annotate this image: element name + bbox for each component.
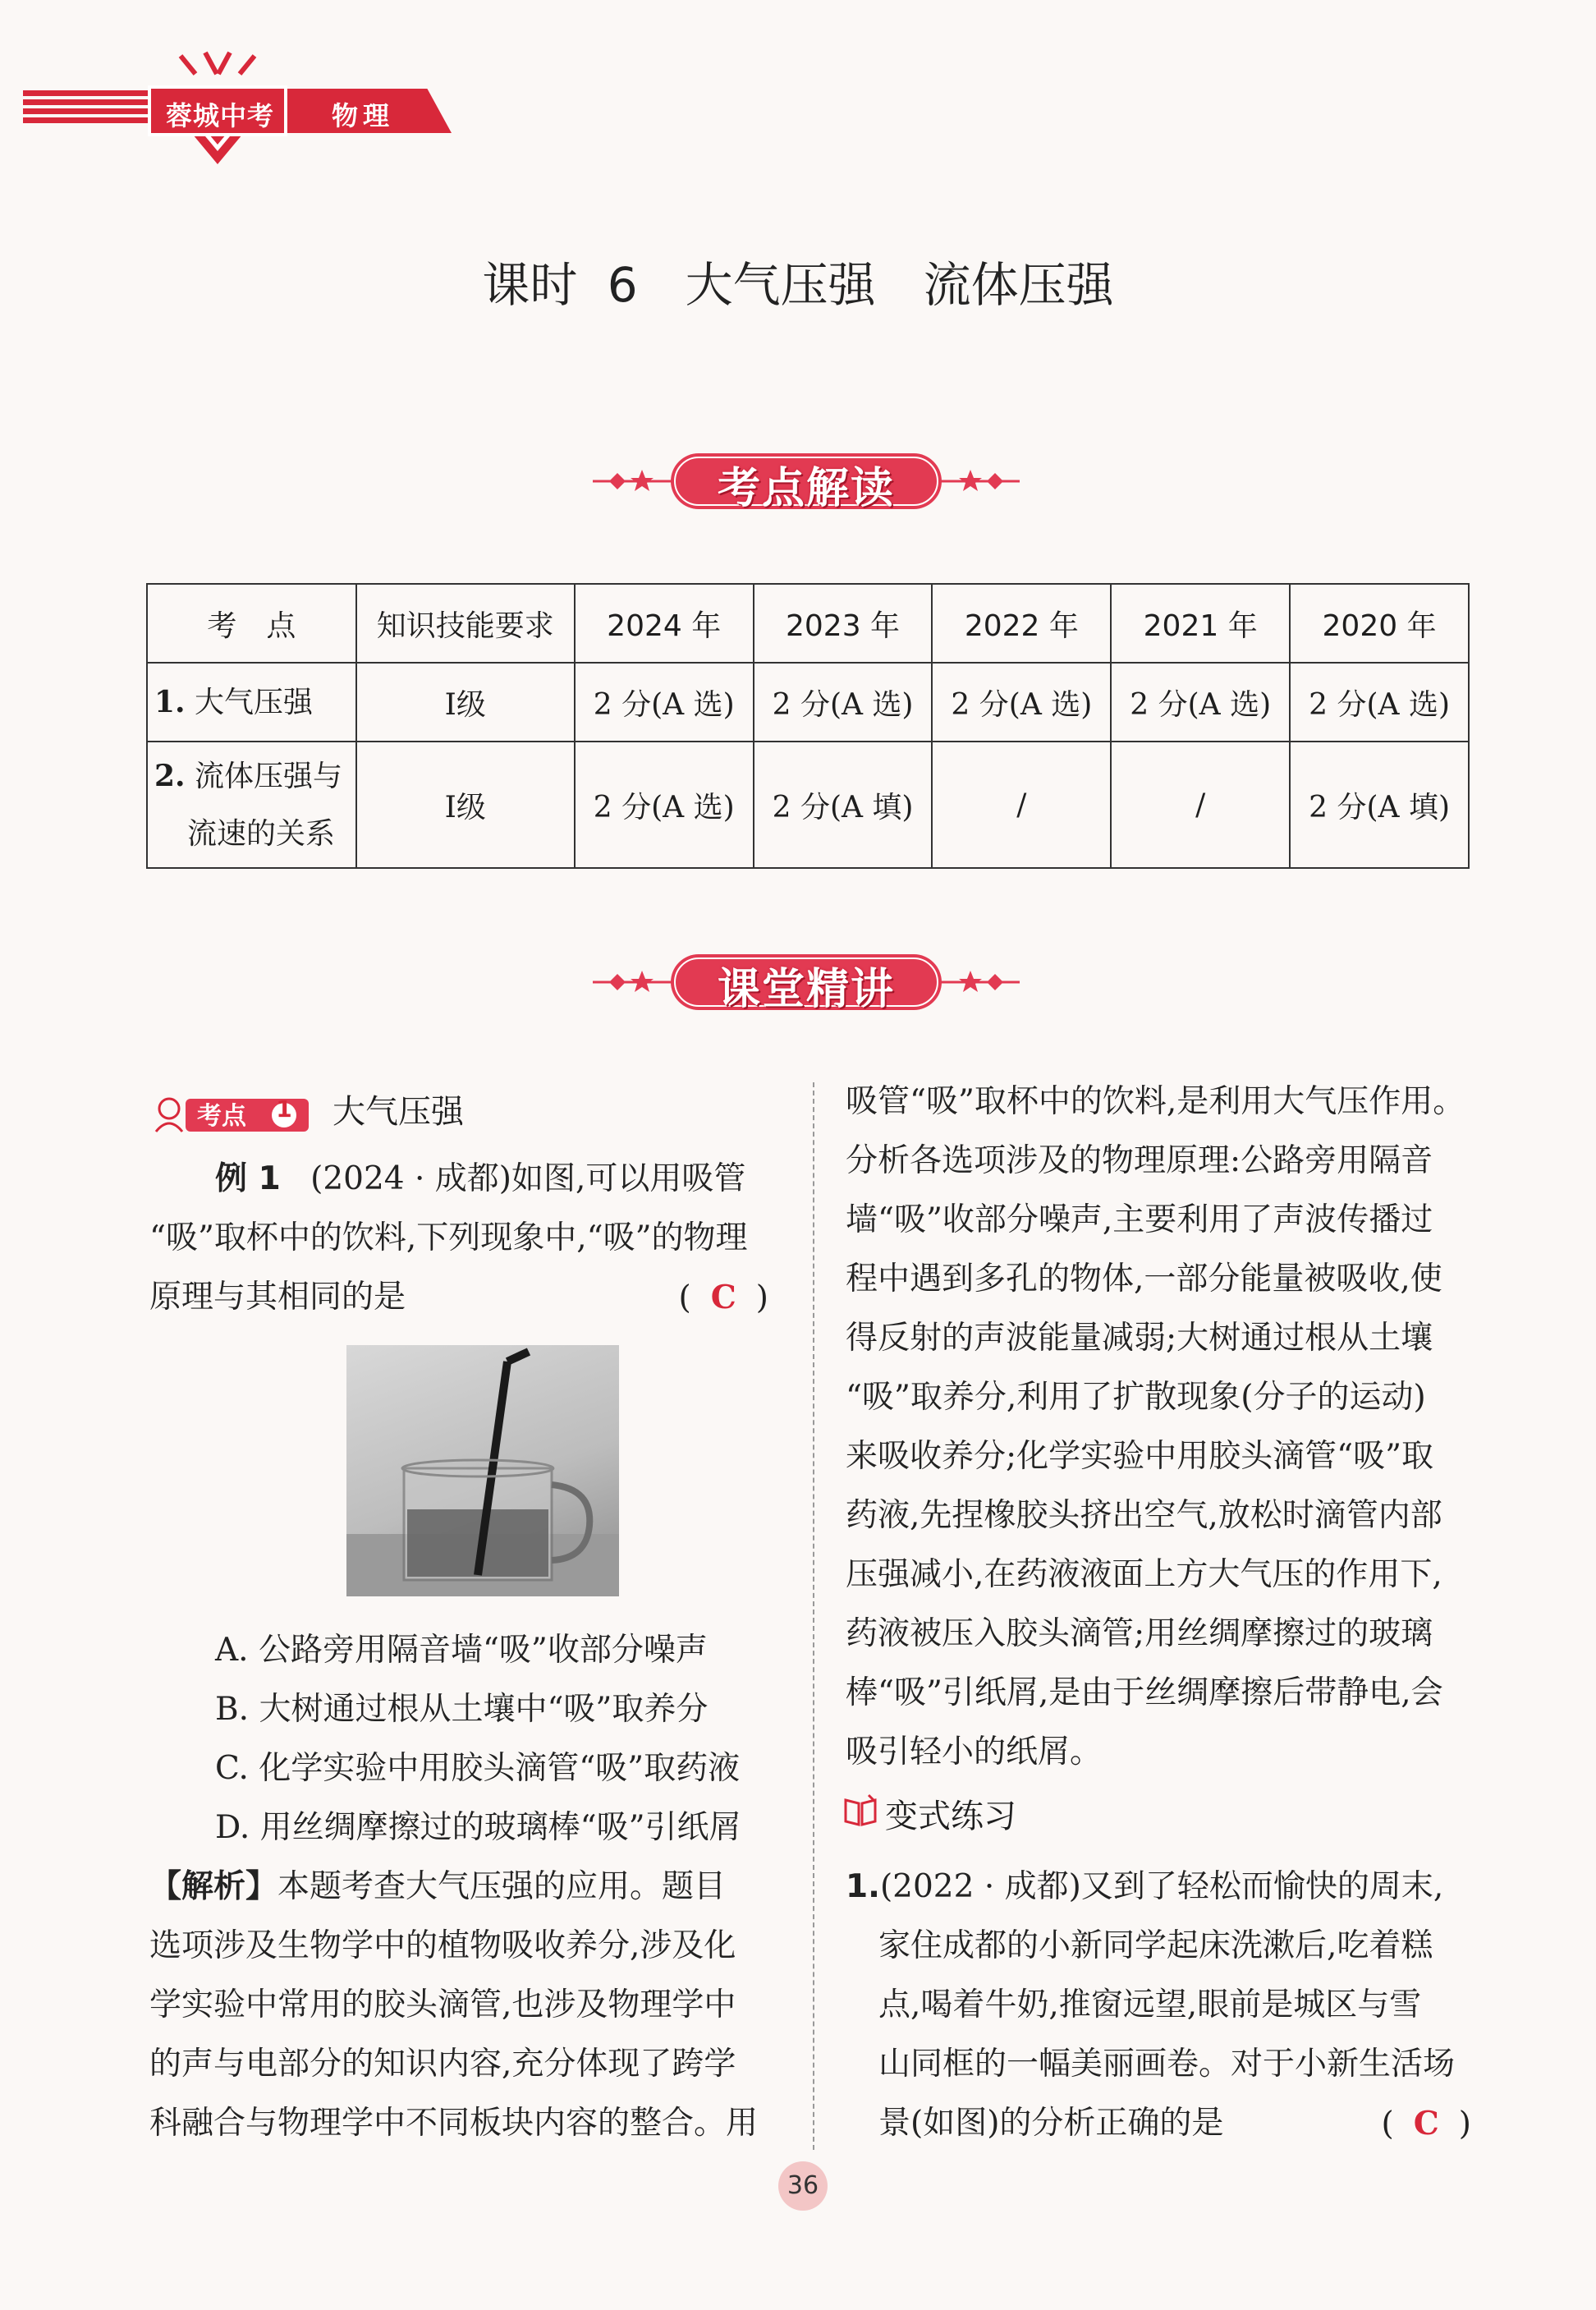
table-row [147,742,1469,868]
bianshi-question-1 [846,1858,1474,2153]
table-cell-topic: 2. 流体压强与 流速的关系 [147,742,356,868]
analysis-right [846,1072,1474,1782]
question-line: 1.(2022 · 成都)又到了轻松而愉快的周末, [846,1868,1444,1905]
analysis-line: 分析各选项涉及的物理原理:公路旁用隔音 [846,1142,1433,1179]
table-cell: Ⅰ级 [356,663,575,742]
analysis-line: 棒“吸”引纸屑,是由于丝绸摩擦后带静电,会 [846,1674,1443,1711]
example-text: 原理与其相同的是 [149,1279,406,1316]
table-cell: 2 分(A 选) [754,663,933,742]
question-line: 山同框的一幅美丽画卷。对于小新生活场 [878,2046,1456,2083]
example-label: 例 1 [215,1160,281,1197]
answer-bracket: ( C ) [678,1279,768,1316]
analysis-line: 压强减小,在药液液面上方大气压的作用下, [846,1556,1442,1593]
analysis-line: 来吸收养分;化学实验中用胶头滴管“吸”取 [846,1438,1434,1475]
example-line [149,1150,775,1209]
table-cell: 2 分(A 选) [932,663,1111,742]
analysis-line: 程中遇到多孔的物体,一部分能量被吸收,使 [846,1261,1442,1297]
banner-ketang-text: 课堂精讲 [717,965,895,1014]
table-header: 2020 年 [1290,584,1469,663]
table-row [147,663,1469,742]
analysis-label: 【解析】 [149,1868,278,1905]
brand-name: 蓉城中考 [165,100,274,131]
example-text: “吸”取杯中的饮料,下列现象中,“吸”的物理 [149,1219,748,1256]
table-cell: 2 分(A 填) [754,742,933,868]
analysis-line: “吸”取养分,利用了扩散现象(分子的运动) [846,1379,1426,1416]
analysis-line: 【解析】本题考查大气压强的应用。题目 [149,1868,727,1905]
table-header: 知识技能要求 [356,584,575,663]
table-cell: 2 分(A 填) [1290,742,1469,868]
page-title: 课时 6 大气压强 流体压强 [482,257,1114,313]
analysis-line: 药液,先捏橡胶头挤出空气,放松时滴管内部 [846,1497,1442,1534]
page-number: 36 [778,2161,828,2211]
table-header: 2021 年 [1111,584,1290,663]
example-text: (2024 · 成都)如图,可以用吸管 [310,1160,746,1197]
kaodian-tag-label: 考点 [197,1102,246,1131]
option-c: C. 化学实验中用胶头滴管“吸”取药液 [215,1750,741,1787]
table-header: 2022 年 [932,584,1111,663]
options-list [215,1621,790,1858]
answer-value: C [710,1279,736,1316]
banner-kaodian-text: 考点解读 [717,464,895,513]
analysis-line: 得反射的声波能量减弱;大树通过根从土壤 [846,1320,1433,1357]
table-header: 2023 年 [754,584,933,663]
answer-bracket: ( C ) [1381,2105,1471,2142]
option-a: A. 公路旁用隔音墙“吸”收部分噪声 [215,1632,708,1669]
question-line: 点,喝着牛奶,推窗远望,眼前是城区与雪 [878,1986,1422,2023]
answer-value: C [1413,2105,1439,2142]
banner-ketang [593,949,1020,1015]
table-cell: 2 分(A 选) [1290,663,1469,742]
analysis-line: 吸管“吸”取杯中的饮料,是利用大气压作用。 [846,1083,1465,1120]
table-header: 考 点 [147,584,356,663]
option-b: B. 大树通过根从土壤中“吸”取养分 [215,1691,709,1728]
analysis-line: 选项涉及生物学中的植物吸收养分,涉及化 [149,1927,736,1964]
table-cell: 2 分(A 选) [575,663,754,742]
analysis-line: 墙“吸”收部分噪声,主要利用了声波传播过 [846,1201,1433,1238]
glass-straw-image [346,1345,619,1596]
question-line: 家住成都的小新同学起床洗漱后,吃着糕 [878,1927,1433,1964]
kaodian-table [146,583,1470,869]
kaodian-title: 大气压强 [332,1093,464,1131]
example-1 [149,1150,775,1327]
question-number: 1. [846,1868,880,1905]
analysis-line: 科融合与物理学中不同板块内容的整合。用 [149,2105,759,2142]
analysis-line: 的声与电部分的知识内容,充分体现了跨学 [149,2046,736,2083]
question-line: 景(如图)的分析正确的是 ( C ) [846,2094,1474,2153]
banner-kaodian [593,448,1020,514]
kaodian-tag-number: 1 [276,1095,292,1123]
table-cell: 2 分(A 选) [1111,663,1290,742]
book-icon [842,1793,878,1826]
table-header: 2024 年 [575,584,754,663]
analysis-line: 药液被压入胶头滴管;用丝绸摩擦过的玻璃 [846,1615,1433,1652]
analysis-line: 学实验中常用的胶头滴管,也涉及物理学中 [149,1986,736,2023]
subject-label: 物理 [331,100,394,131]
option-d: D. 用丝绸摩擦过的玻璃棒“吸”引纸屑 [215,1809,741,1846]
glass-straw-photo [346,1345,619,1596]
table-cell: 2 分(A 选) [575,742,754,868]
table-cell: Ⅰ级 [356,742,575,868]
header-stripes [23,90,154,131]
column-divider [813,1082,814,2150]
table-cell: / [1111,742,1290,868]
example-line [149,1268,775,1327]
table-cell-topic: 1. 大气压强 [147,663,356,742]
bianshi-title: 变式练习 [885,1798,1016,1835]
analysis-left [149,1858,775,2153]
analysis-line: 吸引轻小的纸屑。 [846,1734,1103,1770]
table-cell: / [932,742,1111,868]
